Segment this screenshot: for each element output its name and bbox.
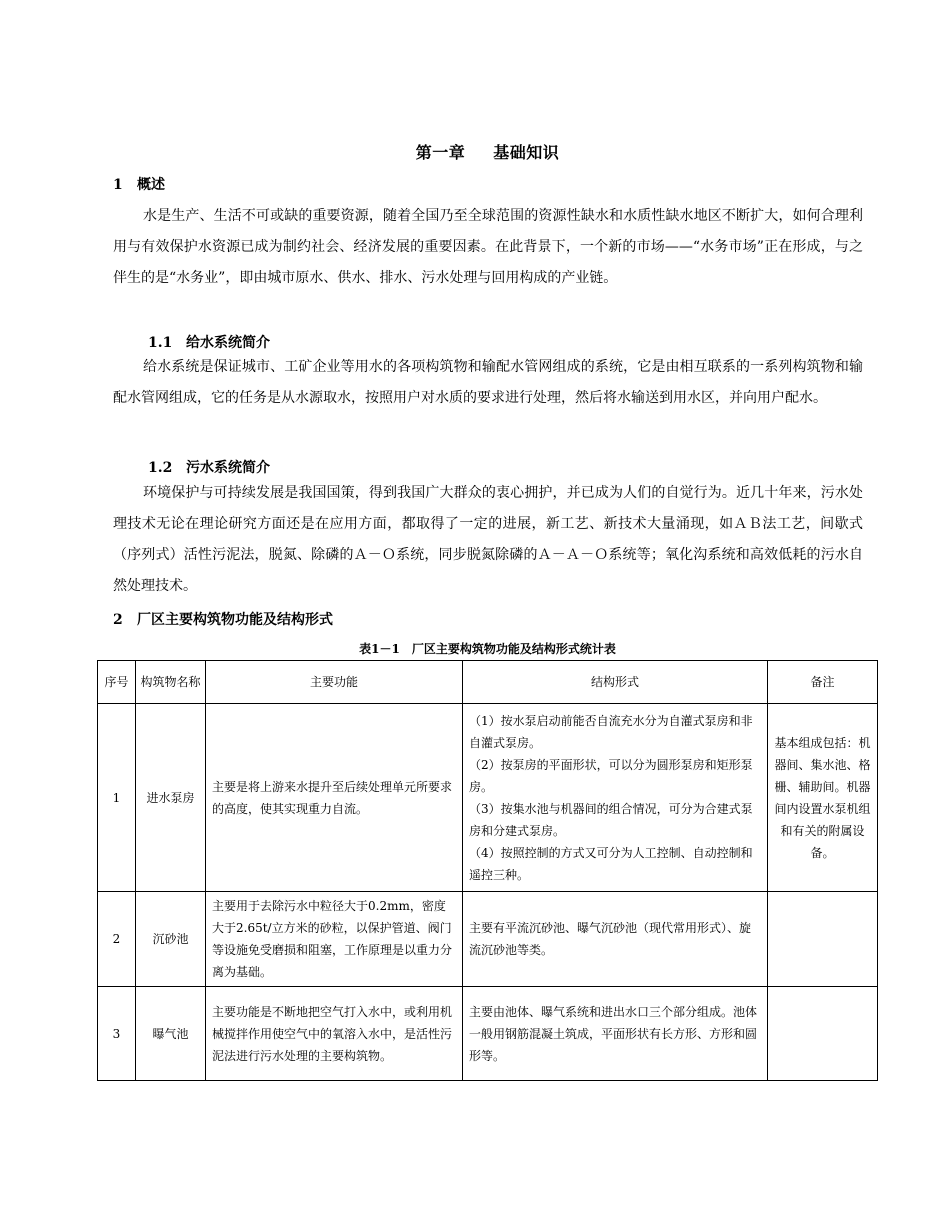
header-name: 构筑物名称 [136,661,206,704]
row-name: 曝气池 [136,987,206,1081]
table-header-row [98,661,878,704]
header-note: 备注 [768,661,878,704]
structure-item: （3）按集水池与机器间的组合情况，可分为合建式泵房和分建式泵房。 [469,801,753,838]
row-no: 2 [98,892,136,987]
header-structure: 结构形式 [463,661,768,704]
row-function: 主要是将上游来水提升至后续处理单元所要求的高度，使其实现重力自流。 [206,704,463,892]
chapter-title [0,140,950,163]
table-row [98,987,878,1081]
section-1-1-paragraph: 给水系统是保证城市、工矿企业等用水的各项构筑物和输配水管网组成的系统，它是由相互联系的一系列构筑物和输配水管网组成，它的任务是从水源取水，按照用户对水质的要求进行处理，然后将水输送到用水区，并向用户配水。 [113,359,863,406]
section-1-2-paragraph: 环境保护与可持续发展是我国国策，得到我国广大群众的衷心拥护，并已成为人们的自觉行为。近几十年来，污水处理技术无论在理论研究方面还是在应用方面，都取得了一定的进展，新工艺、新技术大量涌现，如ＡＢ法工艺，间歇式（序列式）活性污泥法，脱氮、除磷的Ａ－Ｏ系统，同步脱氮除磷的Ａ－Ａ－Ｏ系统等；氧化沟系统和高效低耗的污水自然处理技术。 [113,485,863,594]
row-note [768,892,878,987]
structure-item: （2）按泵房的平面形状，可以分为圆形泵房和矩形泵房。 [469,757,753,794]
table-row [98,892,878,987]
row-structure [463,987,768,1081]
chapter-number: 第一章 [415,143,466,162]
row-no: 3 [98,987,136,1081]
header-no: 序号 [98,661,136,704]
header-function: 主要功能 [206,661,463,704]
structure-item: （1）按水泵启动前能否自流充水分为自灌式泵房和非自灌式泵房。 [469,713,753,750]
row-name: 沉砂池 [136,892,206,987]
structure-item: 主要由池体、曝气系统和进出水口三个部分组成。池体一般用钢筋混凝土筑成，平面形状有长方形、方形和圆形等。 [469,1004,758,1063]
chapter-name: 基础知识 [493,143,560,162]
row-structure [463,704,768,892]
section-1-2-heading: 1.2 污水系统简介 [148,460,270,476]
row-structure [463,892,768,987]
row-function: 主要用于去除污水中粒径大于0.2mm，密度大于2.65t/立方米的砂粒，以保护管道、阀门等设施免受磨损和阻塞，工作原理是以重力分离为基础。 [206,892,463,987]
row-name: 进水泵房 [136,704,206,892]
section-1-paragraph: 水是生产、生活不可或缺的重要资源，随着全国乃至全球范围的资源性缺水和水质性缺水地区不断扩大，如何合理利用与有效保护水资源已成为制约社会、经济发展的重要因素。在此背景下，一个新的市场——“水务市场”正在形成，与之伴生的是“水务业”，即由城市原水、供水、排水、污水处理与回用构成的产业链。 [113,208,863,286]
row-function: 主要功能是不断地把空气打入水中，或利用机械搅拌作用使空气中的氧溶入水中，是活性污泥法进行污水处理的主要构筑物。 [206,987,463,1081]
structures-table [97,660,878,1081]
table-caption: 表1－1 厂区主要构筑物功能及结构形式统计表 [359,642,616,656]
row-note [768,987,878,1081]
table-row [98,704,878,892]
row-note: 基本组成包括：机器间、集水池、格栅、辅助间。机器间内设置水泵机组和有关的附属设备。 [768,704,878,892]
section-2-heading: 2 厂区主要构筑物功能及结构形式 [113,612,333,628]
row-no: 1 [98,704,136,892]
structure-item: （4）按照控制的方式又可分为人工控制、自动控制和遥控三种。 [469,845,753,882]
section-1-1-heading: 1.1 给水系统简介 [148,335,270,351]
section-1-heading: 1 概述 [113,177,165,193]
structure-item: 主要有平流沉砂池、曝气沉砂池（现代常用形式）、旋流沉砂池等类。 [469,921,752,957]
